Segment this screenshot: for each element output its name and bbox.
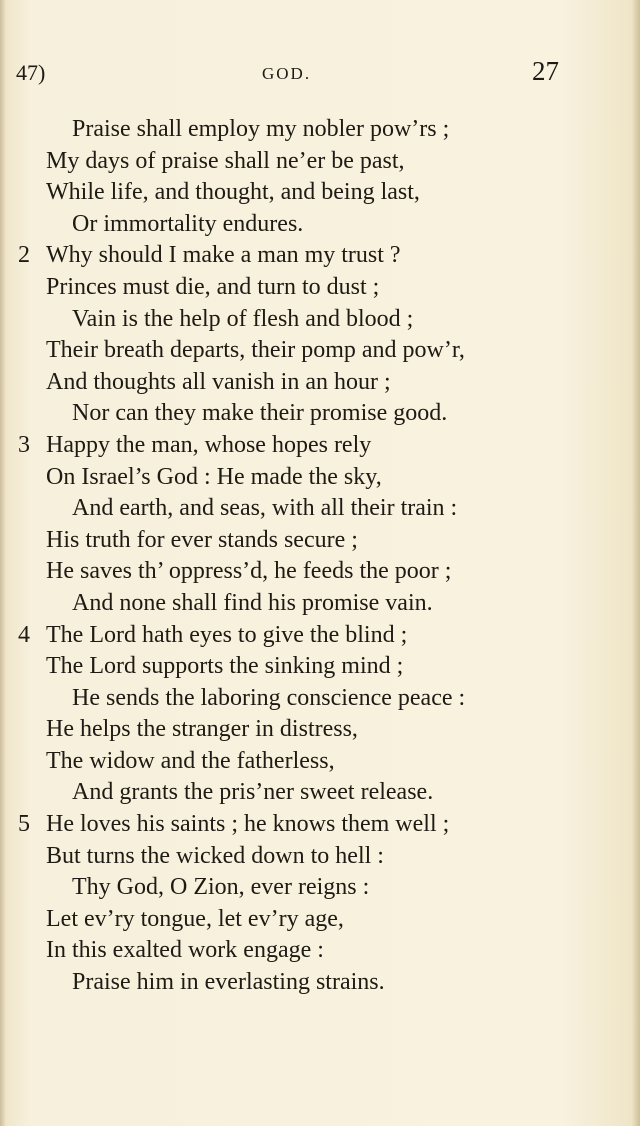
hymn-line: [0, 683, 640, 715]
hymn-line: [0, 746, 640, 778]
hymn-line: [0, 651, 640, 683]
hymn-line: [0, 904, 640, 936]
page-number: 27: [532, 56, 559, 86]
hymn-line-text: Praise shall employ my nobler pow’rs ;: [72, 116, 450, 142]
hymn-line: [0, 398, 640, 430]
hymn-line: [0, 240, 640, 272]
hymn-line: [0, 493, 640, 525]
hymn-line: [0, 209, 640, 241]
hymn-line: [0, 967, 640, 999]
hymn-line: [0, 335, 640, 367]
hymn-line-text: He saves th’ oppress’d, he feeds the poor ;: [46, 558, 452, 585]
hymn-line: [0, 114, 640, 146]
hymn-line-text: And none shall find his promise vain.: [72, 589, 433, 616]
hymn-line: [0, 620, 640, 652]
hymn-line: [0, 588, 640, 620]
hymn-line-text: Nor can they make their promise good.: [72, 400, 448, 427]
hymn-line: [0, 809, 640, 841]
page-header: [0, 56, 640, 90]
hymn-line-text: The Lord supports the sinking mind ;: [46, 653, 404, 680]
hymn-line: [0, 841, 640, 873]
hymn-line: [0, 272, 640, 304]
hymn-line-text: Thy God, O Zion, ever reigns :: [72, 874, 370, 901]
hymn-line: [0, 146, 640, 178]
hymn-line-text: He loves his saints ; he knows them well ;: [46, 811, 450, 838]
hymn-line-text: And earth, and seas, with all their train :: [72, 495, 458, 522]
hymn-line: [0, 556, 640, 588]
hymn-line: [0, 777, 640, 809]
running-title: GOD.: [262, 64, 312, 83]
hymn-line-text: The Lord hath eyes to give the blind ;: [46, 621, 408, 648]
hymn-line: [0, 177, 640, 209]
hymn-line-text: While life, and thought, and being last,: [46, 179, 420, 206]
hymn-line-text: Princes must die, and turn to dust ;: [46, 273, 380, 300]
hymn-line: [0, 525, 640, 557]
hymn-line-text: He sends the laboring conscience peace :: [72, 684, 466, 711]
hymn-line-text: My days of praise shall ne’er be past,: [46, 147, 405, 174]
hymn-reference: 47): [16, 60, 46, 85]
stanza-number: 4: [18, 621, 30, 648]
hymn-line-text: Their breath departs, their pomp and pow’r,: [46, 337, 465, 364]
hymn-line: [0, 935, 640, 967]
hymn-line: [0, 462, 640, 494]
hymn-text: [0, 114, 640, 999]
hymn-line-text: Vain is the help of flesh and blood ;: [72, 305, 414, 332]
stanza-number: 2: [18, 242, 30, 269]
hymn-line-text: He helps the stranger in distress,: [46, 716, 358, 743]
hymn-line-text: On Israel’s God : He made the sky,: [46, 463, 382, 490]
hymn-line-text: And thoughts all vanish in an hour ;: [46, 368, 391, 395]
hymn-line-text: His truth for ever stands secure ;: [46, 526, 358, 553]
hymn-line: [0, 430, 640, 462]
hymn-line: [0, 367, 640, 399]
hymn-line-text: Happy the man, whose hopes rely: [46, 431, 372, 458]
hymn-line-text: Praise him in everlasting strains.: [72, 969, 385, 996]
stanza-number: 5: [18, 811, 30, 838]
hymn-line-text: The widow and the fatherless,: [46, 747, 335, 774]
stanza-number: 3: [18, 431, 30, 458]
hymn-line-text: In this exalted work engage :: [46, 937, 324, 964]
hymn-line-text: Let ev’ry tongue, let ev’ry age,: [46, 905, 344, 932]
hymn-line: [0, 304, 640, 336]
hymn-line-text: Why should I make a man my trust ?: [46, 242, 401, 269]
hymn-line-text: And grants the pris’ner sweet release.: [72, 779, 434, 806]
hymn-line-text: Or immortality endures.: [72, 210, 304, 237]
hymn-line: [0, 714, 640, 746]
hymn-line: [0, 872, 640, 904]
hymn-line-text: But turns the wicked down to hell :: [46, 842, 384, 869]
